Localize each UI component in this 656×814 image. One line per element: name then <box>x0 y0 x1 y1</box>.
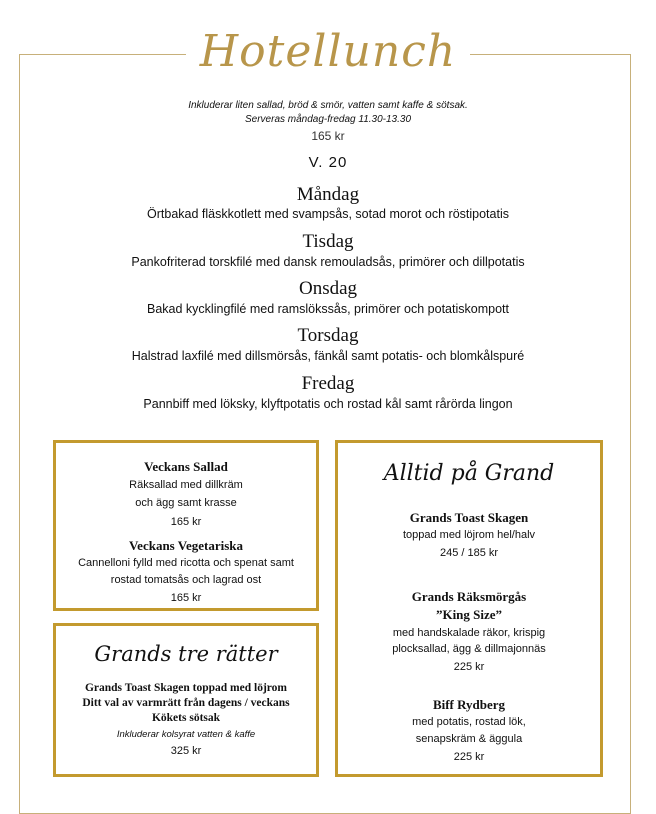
raksmorgas-line: med handskalade räkor, krispig <box>392 627 546 639</box>
dish-monday: Örtbakad fläskkotlett med svampsås, sotad morot och röstipotatis <box>147 207 509 221</box>
day-tuesday: Tisdag <box>302 231 354 252</box>
dish-thursday: Halstrad laxfilé med dillsmörsås, fänkål samt potatis- och blomkålspuré <box>131 349 525 363</box>
subtitle-includes: Inkluderar liten sallad, bröd & smör, vatten samt kaffe & sötsak. <box>188 100 468 111</box>
always-title: Alltid på Grand <box>383 461 555 486</box>
raksmorgas-subtitle: ”King Size” <box>435 607 503 622</box>
three-course-line: Ditt val av varmrätt från dagens / veckans <box>82 697 290 709</box>
salad-line: och ägg samt krasse <box>135 497 237 509</box>
three-course-line: Grands Toast Skagen toppad med löjrom <box>84 682 288 694</box>
page-title: Hotellunch <box>199 26 457 77</box>
dish-tuesday: Pankofriterad torskfilé med dansk remouladsås, primörer och dillpotatis <box>131 255 525 269</box>
subtitle-serving-hours: Serveras måndag-fredag 11.30-13.30 <box>244 114 412 125</box>
always-at-grand-box <box>335 440 603 777</box>
toast-skagen-title: Grands Toast Skagen <box>409 510 529 525</box>
vegetarian-price: 165 kr <box>170 592 202 604</box>
salad-line: Räksallad med dillkräm <box>129 479 243 491</box>
three-course-price: 325 kr <box>170 745 202 757</box>
three-course-line: Kökets sötsak <box>151 712 221 724</box>
biff-rydberg-line: senapskräm & äggula <box>415 733 523 745</box>
dish-friday: Pannbiff med löksky, klyftpotatis och rostad kål samt rårörda lingon <box>143 397 513 411</box>
three-course-box <box>53 623 319 777</box>
vegetarian-title: Veckans Vegetariska <box>128 538 243 553</box>
raksmorgas-price: 225 kr <box>453 661 485 673</box>
raksmorgas-title: Grands Räksmörgås <box>411 589 527 604</box>
three-course-note: Inkluderar kolsyrat vatten & kaffe <box>116 729 256 740</box>
lunch-price: 165 kr <box>311 129 345 143</box>
toast-skagen-price: 245 / 185 kr <box>439 547 499 559</box>
day-thursday: Torsdag <box>297 325 359 346</box>
dish-wednesday: Bakad kycklingfilé med ramslökssås, primörer och potatiskompott <box>147 302 509 316</box>
biff-rydberg-title: Biff Rydberg <box>432 697 506 712</box>
vegetarian-line: Cannelloni fylld med ricotta och spenat samt <box>78 557 294 569</box>
day-monday: Måndag <box>296 184 360 205</box>
vegetarian-line: rostad tomatsås och lagrad ost <box>110 574 262 586</box>
biff-rydberg-price: 225 kr <box>453 751 485 763</box>
weekly-specials-box <box>53 440 319 611</box>
biff-rydberg-line: med potatis, rostad lök, <box>412 716 526 728</box>
salad-title: Veckans Sallad <box>144 459 228 474</box>
week-number: V. 20 <box>308 154 348 171</box>
day-wednesday: Onsdag <box>298 278 358 299</box>
salad-price: 165 kr <box>170 516 202 528</box>
day-friday: Fredag <box>301 373 355 394</box>
toast-skagen-line: toppad med löjrom hel/halv <box>402 529 536 541</box>
three-course-title: Grands tre rätter <box>94 642 278 666</box>
raksmorgas-line: plocksallad, ägg & dillmajonnäs <box>392 643 546 655</box>
